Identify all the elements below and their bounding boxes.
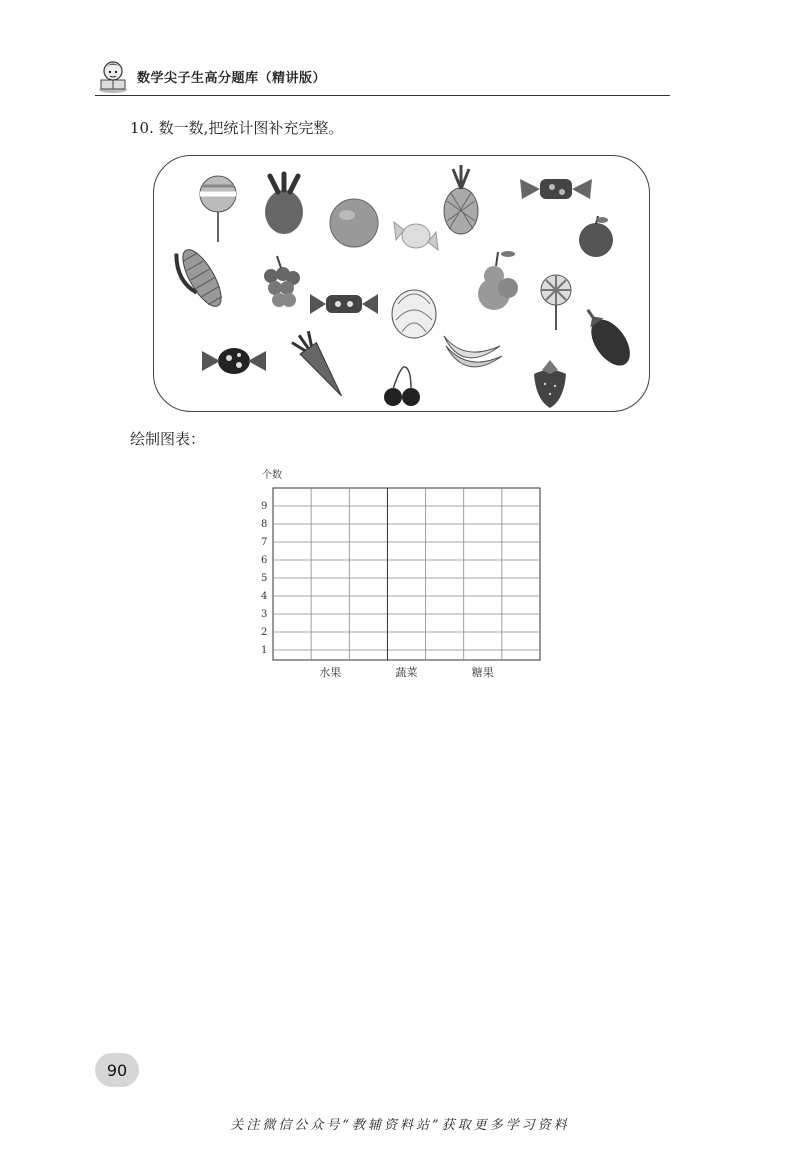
- category-label: 糖果: [471, 666, 494, 679]
- carrot-icon: [291, 329, 350, 401]
- grid-frame: [273, 488, 540, 660]
- page-number-badge: [95, 1053, 139, 1087]
- bar-chart-grid: [250, 460, 550, 680]
- swirl-lollipop-icon: [541, 275, 571, 330]
- grapes-icon: [264, 256, 300, 307]
- wrapped-candy-icon: [394, 222, 438, 250]
- corn-icon: [170, 243, 229, 315]
- header-title: 数学尖子生高分题库（精讲版）: [137, 70, 327, 86]
- y-tick-label: 6: [261, 555, 268, 566]
- footer-note: 关注微信公众号“教辅资料站”获取更多学习资料: [230, 1118, 570, 1133]
- radish-icon: [265, 174, 303, 234]
- y-tick-label: 4: [261, 591, 268, 602]
- cabbage-icon: [392, 290, 436, 338]
- candy-icon: [520, 179, 592, 199]
- cherries-icon: [384, 367, 420, 406]
- illustration-panel: [153, 155, 650, 412]
- y-tick-label: 3: [261, 609, 268, 620]
- page-number: 90: [106, 1060, 128, 1080]
- lollipop-icon: [200, 176, 236, 242]
- page-header: [95, 58, 326, 94]
- y-tick-label: 7: [261, 537, 268, 548]
- pineapple-icon: [444, 165, 478, 234]
- apple-icon: [579, 216, 613, 257]
- header-divider: [95, 95, 670, 96]
- y-tick-label: 5: [261, 573, 268, 584]
- chart-subheading: 绘制图表：: [130, 430, 206, 448]
- category-label: 蔬菜: [395, 666, 418, 679]
- y-axis-label: 个数: [262, 470, 282, 481]
- polka-candy-icon: [202, 348, 266, 374]
- question-text: 10. 数一数,把统计图补充完整。: [130, 119, 344, 137]
- pear-icon: [478, 251, 518, 310]
- y-tick-label: 2: [261, 627, 268, 638]
- banana-icon: [444, 336, 502, 367]
- y-tick-label: 1: [261, 645, 268, 656]
- category-label: 水果: [319, 666, 342, 679]
- student-mascot-icon: [95, 58, 131, 94]
- y-tick-label: 8: [261, 519, 268, 530]
- orange-icon: [330, 199, 378, 247]
- eggplant-icon: [575, 301, 637, 372]
- strawberry-icon: [534, 360, 566, 408]
- y-tick-label: 9: [261, 501, 268, 512]
- star-candy-icon: [310, 294, 378, 314]
